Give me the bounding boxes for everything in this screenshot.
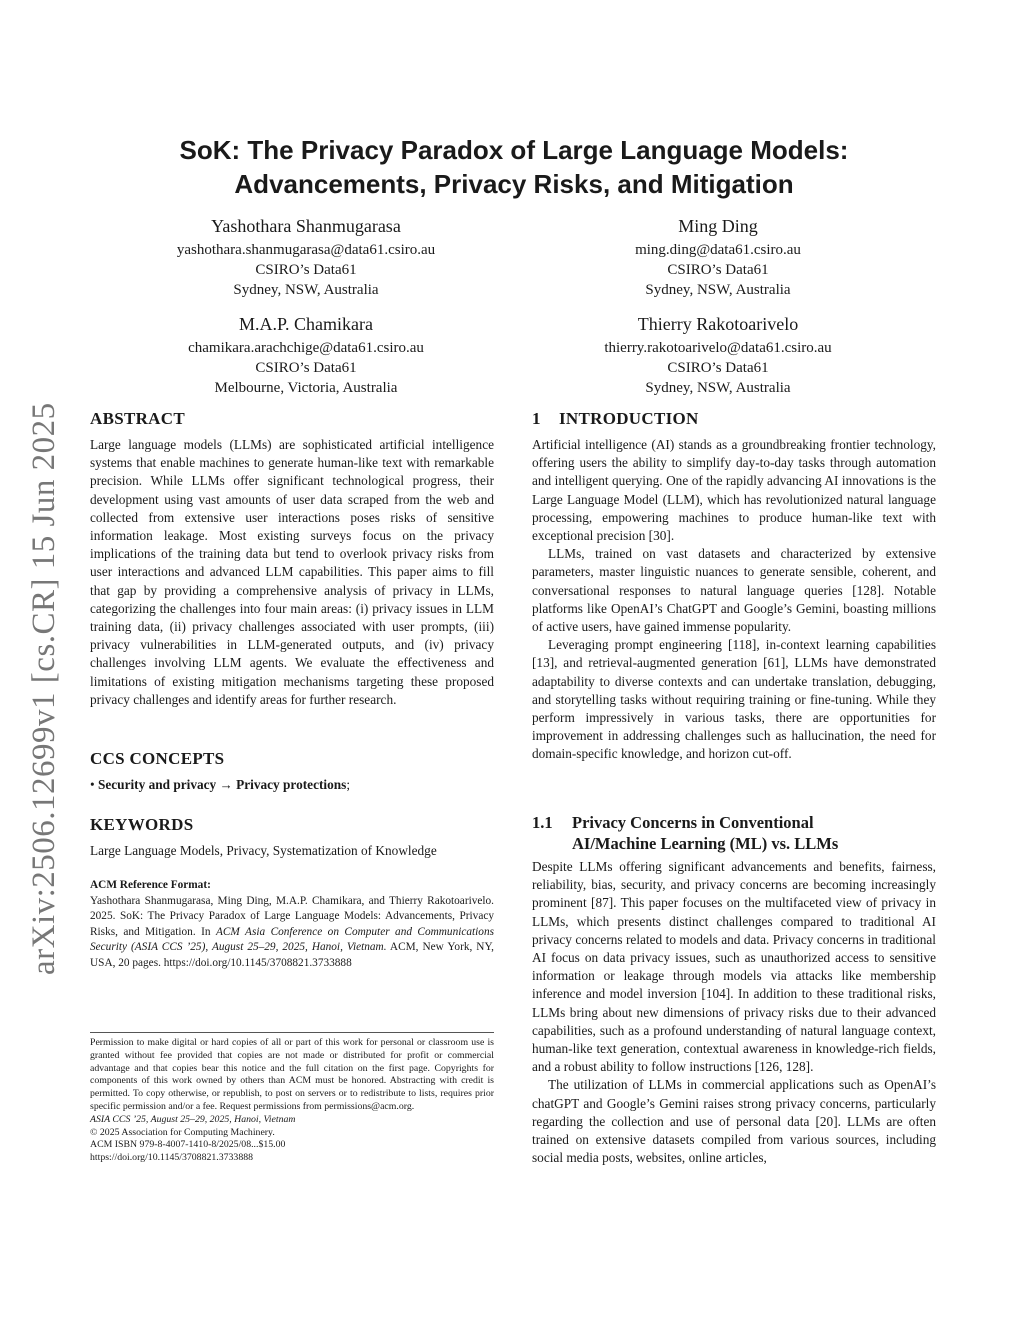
ccs-concept: Security and privacy: [97, 777, 217, 792]
author-affiliation: CSIRO’s Data61: [255, 360, 357, 376]
keywords-text: Large Language Models, Privacy, Systematization of Knowledge: [90, 843, 437, 858]
author-location: Sydney, NSW, Australia: [645, 380, 791, 396]
subsection-number: 1.1: [532, 813, 553, 832]
subsection-paragraph: Despite LLMs offering significant advancements and benefits, fairness, reliability, bias, security, and privacy concerns are becoming increasingly prominent [87]. This paper focuses on the multifaceted view of privacy in LLMs, which presents distinct challenges compared to traditional AI privacy concerns related to models and data. Privacy concerns in traditional AI focus on data privacy issues, such as unauthorized access to sensitive information or leakage through models via attacks like membership inference and model inversion [104]. In addition to these traditional risks, LLMs bring about new dimensions of privacy risks due to their advanced capabilities, such as a profound understanding of natural language context, human-like text generation, contextual awareness in knowledge-rich fields, and a robust ability to follow instructions [126, 128].: [532, 859, 936, 1075]
author-affiliation: CSIRO’s Data61: [255, 262, 357, 278]
keywords-section: [90, 814, 494, 860]
author-email[interactable]: chamikara.arachchige@data61.csiro.au: [188, 340, 424, 356]
ccs-tail: ;: [346, 777, 351, 792]
acm-reference-text-a: Yashothara Shanmugarasa, Ming Ding, M.A.P. Chamikara, and Thierry Rakotoarivelo. 2025. SoK: The Privacy Paradox of Large Language Models: Advancements, Privacy Risks, and Mitigation. In: [90, 894, 494, 938]
author-email[interactable]: yashothara.shanmugarasa@data61.csiro.au: [176, 242, 436, 258]
author-block: [508, 312, 928, 398]
acm-reference-text-b[interactable]: ACM, New York, NY, USA, 20 pages. https://doi.org/10.1145/3708821.3733888: [90, 941, 494, 969]
intro-paragraph: Leveraging prompt engineering [118], in-context learning capabilities [13], and retrieval-augmented generation [61], LLMs have demonstrated adaptability to diverse contexts and can undertake translation, debugging, and storytelling tasks without requiring training or fine-tuning. While they perform impressively in various tasks, there are opportunities for improvement in addressing challenges such as hallucination, the need for domain-specific knowledge, and horizon cut-off.: [532, 637, 936, 762]
subsection-title: [572, 812, 838, 854]
ccs-concept-line: [90, 776, 494, 794]
subsection-privacy-concerns: [532, 812, 936, 1167]
paper-title: [90, 133, 938, 201]
ccs-subconcept: Privacy protections: [236, 777, 347, 792]
author-location: Sydney, NSW, Australia: [645, 282, 791, 298]
keywords-heading: KEYWORDS: [90, 815, 194, 834]
permission-footnote: [90, 1032, 494, 1165]
subsection-paragraph: The utilization of LLMs in commercial applications such as OpenAI’s chatGPT and Google’s Gemini raises strong privacy concerns, particularly regarding the collection and use of personal data [20]. LLMs are often trained on extensive datasets compiled from various sources, including social media posts, websites, online articles,: [532, 1077, 936, 1166]
abstract-text: Large language models (LLMs) are sophisticated artificial intelligence systems that enable machines to generate human-like text with remarkable precision. While LLMs offer significant technological progress, their development using vast amounts of user data scraped from the web and collected from extensive user interactions poses risks of sensitive information leakage. Most existing surveys focus on the privacy implications of the training data but tend to overlook privacy risks from user interactions and advanced LLM capabilities. This paper aims to fill that gap by providing a comprehensive analysis of privacy in LLMs, categorizing the challenges into four main areas: (i) privacy issues in LLM training data, (ii) privacy challenges associated with user prompts, (iii) privacy vulnerabilities in LLM-generated outputs, and (iv) privacy challenges involving LLM agents. We evaluate the effectiveness and limitations of existing mitigation mechanisms targeting these proposed privacy challenges and identify areas for further research.: [90, 437, 494, 707]
author-location: Sydney, NSW, Australia: [233, 282, 379, 298]
arxiv-stamp: arXiv:2506.12699v1 [cs.CR] 15 Jun 2025: [26, 402, 62, 975]
introduction-section: [532, 408, 936, 764]
title-line-2: Advancements, Privacy Risks, and Mitigation: [234, 169, 794, 199]
permission-venue: ASIA CCS ’25, August 25–29, 2025, Hanoi, Vietnam: [90, 1113, 296, 1125]
ccs-heading: CCS CONCEPTS: [90, 749, 225, 768]
abstract-section: [90, 408, 494, 709]
author-affiliation: CSIRO’s Data61: [667, 360, 769, 376]
permission-isbn: ACM ISBN 979-8-4007-1410-8/2025/08...$15.00: [90, 1139, 286, 1151]
permission-text: Permission to make digital or hard copies of all or part of this work for personal or classroom use is granted without fee provided that copies are not made or distributed for profit or commercial advantage and that copies bear this notice and the full citation on the first page. Copyrights for components of this work owned by others than ACM must be honored. Abstracting with credit is permitted. To copy otherwise, or republish, to post on servers or to redistribute to lists, requires prior specific permission and/or a fee. Request permissions from permissions@acm.org.: [90, 1037, 494, 1112]
author-block: [508, 214, 928, 300]
ccs-arrow: →: [219, 777, 233, 792]
author-email[interactable]: ming.ding@data61.csiro.au: [635, 242, 801, 258]
author-name: Thierry Rakotoarivelo: [637, 314, 799, 334]
author-email[interactable]: thierry.rakotoarivelo@data61.csiro.au: [604, 340, 832, 356]
title-line-1: SoK: The Privacy Paradox of Large Language Models:: [179, 135, 849, 165]
permission-doi[interactable]: https://doi.org/10.1145/3708821.3733888: [90, 1152, 254, 1164]
author-location: Melbourne, Victoria, Australia: [214, 380, 398, 396]
acm-reference-text: [90, 894, 494, 972]
subsection-title-line-1: Privacy Concerns in Conventional: [572, 813, 814, 832]
author-name: Yashothara Shanmugarasa: [211, 216, 401, 236]
acm-reference-venue: ACM Asia Conference on Computer and Communications Security (ASIA CCS ’25), August 25–29, 2025, Hanoi, Vietnam.: [90, 925, 495, 954]
author-block: [96, 312, 516, 398]
subsection-title-line-2: AI/Machine Learning (ML) vs. LLMs: [572, 834, 839, 853]
author-name: M.A.P. Chamikara: [239, 314, 373, 334]
introduction-heading: 1 INTRODUCTION: [532, 409, 699, 428]
abstract-heading: ABSTRACT: [90, 409, 185, 428]
intro-paragraph: Artificial intelligence (AI) stands as a groundbreaking frontier technology, offering users the ability to simplify day-to-day tasks through automation and intelligent querying. One of the rapidly advancing AI innovations is the Large Language Model (LLM), which has revolutionized natural language processing, empowering machines to produce human-like text with exceptional precision [30].: [532, 437, 936, 544]
acm-reference-label: ACM Reference Format:: [90, 879, 211, 891]
intro-paragraph: LLMs, trained on vast datasets and characterized by extensive parameters, master linguistic nuances to generate sensible, coherent, and conversational responses to natural language queries [128]. Notable platforms like OpenAI’s ChatGPT and Google’s Gemini, boasting millions of active users, have gained immense popularity.: [532, 546, 936, 635]
permission-copyright: © 2025 Association for Computing Machinery.: [90, 1126, 275, 1138]
ccs-bullet: •: [90, 777, 95, 792]
author-block: [96, 214, 516, 300]
author-name: Ming Ding: [678, 216, 758, 236]
subsection-heading: [532, 812, 936, 854]
author-affiliation: CSIRO’s Data61: [667, 262, 769, 278]
ccs-section: [90, 748, 494, 794]
acm-reference: [90, 878, 494, 972]
